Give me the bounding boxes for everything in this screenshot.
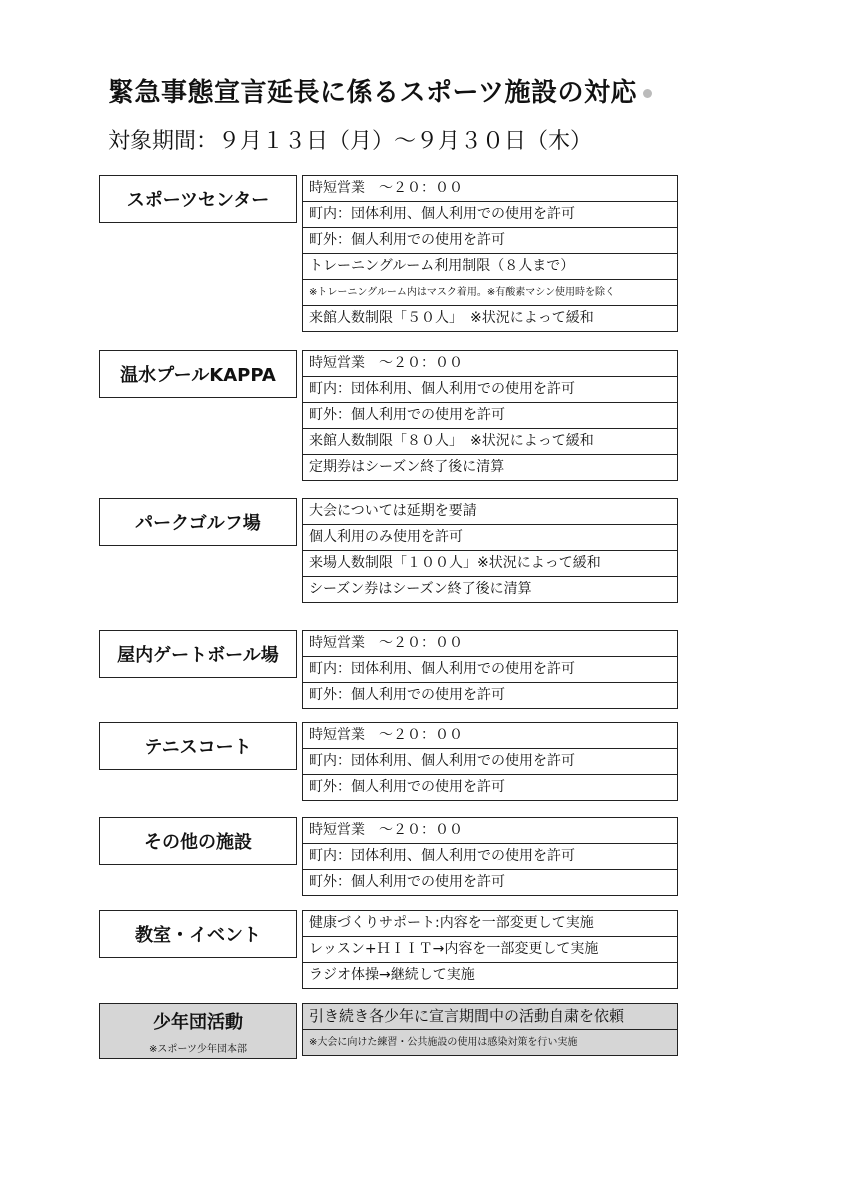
decorative-dot bbox=[643, 89, 652, 98]
facility-rules bbox=[302, 350, 678, 481]
rule-row: 町外：個人利用での使用を許可 bbox=[309, 779, 505, 795]
rule-row: 個人利用のみ使用を許可 bbox=[303, 525, 677, 551]
rule-row: 時短営業 ～２０：００ bbox=[303, 723, 677, 749]
facility-name: パークゴルフ場 bbox=[99, 498, 297, 546]
facility-name: スポーツセンター bbox=[99, 175, 297, 223]
rule-row: 町内：団体利用、個人利用での使用を許可 bbox=[303, 202, 677, 228]
rule-row: 時短営業 ～２０：００ bbox=[303, 176, 677, 202]
rule-row: 町外：個人利用での使用を許可 bbox=[303, 228, 677, 254]
rule-row-note: ※大会に向けた練習・公共施設の使用は感染対策を行い実施 bbox=[309, 1037, 578, 1048]
facility-name: 教室・イベント bbox=[99, 910, 297, 958]
rule-row: 町内：団体利用、個人利用での使用を許可 bbox=[303, 844, 677, 870]
rule-row: ラジオ体操→継続して実施 bbox=[309, 967, 475, 983]
facility-subnote: ※スポーツ少年団本部 bbox=[149, 1043, 247, 1055]
facility-rules bbox=[302, 175, 678, 332]
facility-name: テニスコート bbox=[99, 722, 297, 770]
rule-row: 町外：個人利用での使用を許可 bbox=[309, 687, 505, 703]
document-title bbox=[108, 72, 652, 109]
rule-row: 大会については延期を要請 bbox=[303, 499, 677, 525]
rule-row: シーズン券はシーズン終了後に清算 bbox=[309, 581, 532, 597]
facility-rules bbox=[302, 722, 678, 801]
rule-row: 時短営業 ～２０：００ bbox=[303, 818, 677, 844]
rule-row: 時短営業 ～２０：００ bbox=[303, 351, 677, 377]
facility-rules bbox=[302, 630, 678, 709]
rule-row: 時短営業 ～２０：００ bbox=[303, 631, 677, 657]
rule-row: トレーニングルーム利用制限（８人まで） bbox=[303, 254, 677, 280]
document-title-text: 緊急事態宣言延長に係るスポーツ施設の対応 bbox=[108, 78, 637, 108]
rule-row: 引き続き各少年に宣言期間中の活動自粛を依頼 bbox=[303, 1004, 677, 1030]
facility-name: その他の施設 bbox=[99, 817, 297, 865]
facility-name: 少年団活動 bbox=[153, 1011, 243, 1033]
rule-row: 来館人数制限「８０人」 ※状況によって緩和 bbox=[303, 429, 677, 455]
facility-rules bbox=[302, 1003, 678, 1056]
rule-row: 来場人数制限「１００人」※状況によって緩和 bbox=[303, 551, 677, 577]
facility-name-box bbox=[99, 1003, 297, 1059]
rule-row: 町外：個人利用での使用を許可 bbox=[309, 874, 505, 890]
rule-row: レッスン+ＨＩＩＴ→内容を一部変更して実施 bbox=[303, 937, 677, 963]
target-period: 対象期間：９月１３日（月）～９月３０日（木） bbox=[108, 129, 593, 154]
rule-row: 町内：団体利用、個人利用での使用を許可 bbox=[303, 657, 677, 683]
rule-row: 町外：個人利用での使用を許可 bbox=[303, 403, 677, 429]
facility-rules bbox=[302, 498, 678, 603]
rule-row: 定期券はシーズン終了後に清算 bbox=[309, 459, 505, 475]
facility-rules bbox=[302, 817, 678, 896]
rule-row: 町内：団体利用、個人利用での使用を許可 bbox=[303, 749, 677, 775]
facility-name: 屋内ゲートボール場 bbox=[99, 630, 297, 678]
facility-name: 温水プールKAPPA bbox=[99, 350, 297, 398]
rule-row: 来館人数制限「５０人」 ※状況によって緩和 bbox=[309, 310, 594, 326]
facility-rules bbox=[302, 910, 678, 989]
rule-row-note: ※トレーニングルーム内はマスク着用。※有酸素マシン使用時を除く bbox=[303, 280, 677, 306]
rule-row: 町内：団体利用、個人利用での使用を許可 bbox=[303, 377, 677, 403]
rule-row: 健康づくりサポート:内容を一部変更して実施 bbox=[303, 911, 677, 937]
